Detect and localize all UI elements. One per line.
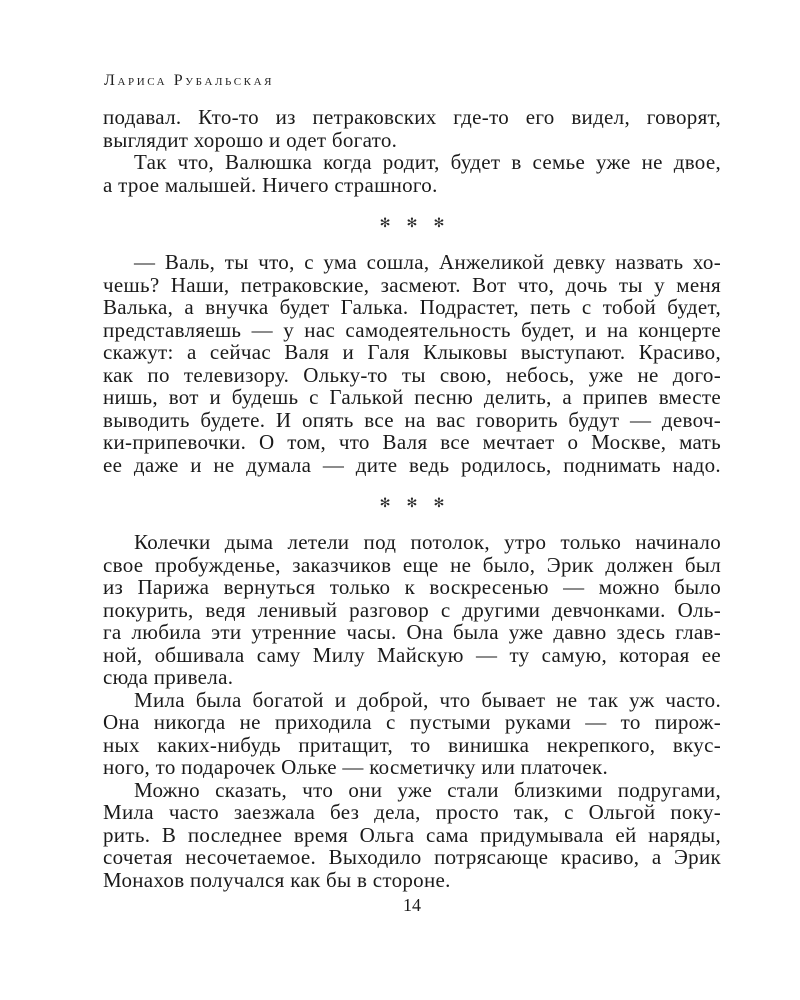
text-block-container <box>103 106 721 891</box>
text-line: из Парижа вернуться только к воскресенью — можно было <box>103 575 721 599</box>
text-line: как по телевизору. Ольку-то ты свою, небось, уже не дого- <box>103 362 721 387</box>
paragraph <box>103 689 721 779</box>
text-line: подавал. Кто-то из петраковских где-то его видел, говорят, <box>103 105 721 129</box>
text-line: Мила часто заезжала без дела, просто так, с Ольгой поку- <box>103 800 721 824</box>
text-line: га любила эти утренние часы. Она была уже давно здесь глав- <box>103 620 721 644</box>
asterisk-icon: ✻ <box>406 496 418 511</box>
text-line: ной, обшивала саму Милу Майскую — ту самую, которая ее <box>103 642 721 667</box>
text-line: ки-припевочки. О том, что Валя все мечтает о Москве, мать <box>103 430 721 454</box>
paragraph <box>103 251 721 476</box>
text-line: а трое малышей. Ничего страшного. <box>103 172 438 197</box>
text-line: ного, то подарочек Ольке — косметичку или платочек. <box>103 755 609 779</box>
text-line: Колечки дыма летели под потолок, утро только начинало <box>134 530 721 554</box>
asterisk-icon: ✻ <box>406 216 418 231</box>
text-line: сюда привела. <box>103 665 234 689</box>
text-line: ее даже и не думала — дите ведь родилось, поднимать надо. <box>103 452 721 477</box>
text-line: Так что, Валюшка когда родит, будет в семье уже не двое, <box>134 150 721 174</box>
text-line: — Валь, ты что, с ума сошла, Анжеликой девку назвать хо- <box>134 250 721 274</box>
section-separator <box>103 215 721 232</box>
asterisk-icon: ✻ <box>433 216 445 231</box>
text-line: свое пробужденье, заказчиков еще не было, Эрик должен был <box>103 552 721 577</box>
text-line: нишь, вот и будешь с Галькой песню делить, а припев вместе <box>103 385 721 409</box>
running-header: Лариса Рубальская <box>104 72 275 89</box>
text-line: выглядит хорошо и одет богато. <box>103 127 398 152</box>
paragraph <box>103 151 721 196</box>
text-line: Валька, а внучка будет Галька. Подрастет, петь с тобой будет, <box>103 295 721 319</box>
text-line: представляешь — у нас самодеятельность будет, и на концерте <box>103 317 721 342</box>
paragraph <box>103 779 721 892</box>
paragraph <box>103 106 721 151</box>
text-line: рить. В последнее время Ольга сама придумывала ей наряды, <box>103 822 721 847</box>
asterisk-icon: ✻ <box>379 496 391 511</box>
paragraph <box>103 531 721 689</box>
text-line: ных каких-нибудь притащит, то винишка некрепкого, вкус- <box>103 732 721 757</box>
asterisk-icon: ✻ <box>379 216 391 231</box>
text-line: Можно сказать, что они уже стали близкими подругами, <box>134 777 721 802</box>
text-line: скажут: а сейчас Валя и Галя Клыковы выступают. Красиво, <box>103 340 721 364</box>
text-line: покурить, ведя ленивый разговор с другими девчонками. Оль- <box>103 597 721 622</box>
text-line: сочетая несочетаемое. Выходило потрясающе красиво, а Эрик <box>103 845 721 869</box>
text-line: Монахов получался как бы в стороне. <box>103 867 451 892</box>
text-line: выводить будете. И опять все на вас говорить будут — девоч- <box>103 407 721 432</box>
asterisk-icon: ✻ <box>433 496 445 511</box>
text-line: чешь? Наши, петраковские, засмеют. Вот что, дочь ты у меня <box>103 272 721 297</box>
section-separator <box>103 495 721 512</box>
text-line: Она никогда не приходила с пустыми руками — то пирож- <box>103 710 721 734</box>
text-line: Мила была богатой и доброй, что бывает не так уж часто. <box>134 687 721 712</box>
page-number: 14 <box>403 895 421 915</box>
